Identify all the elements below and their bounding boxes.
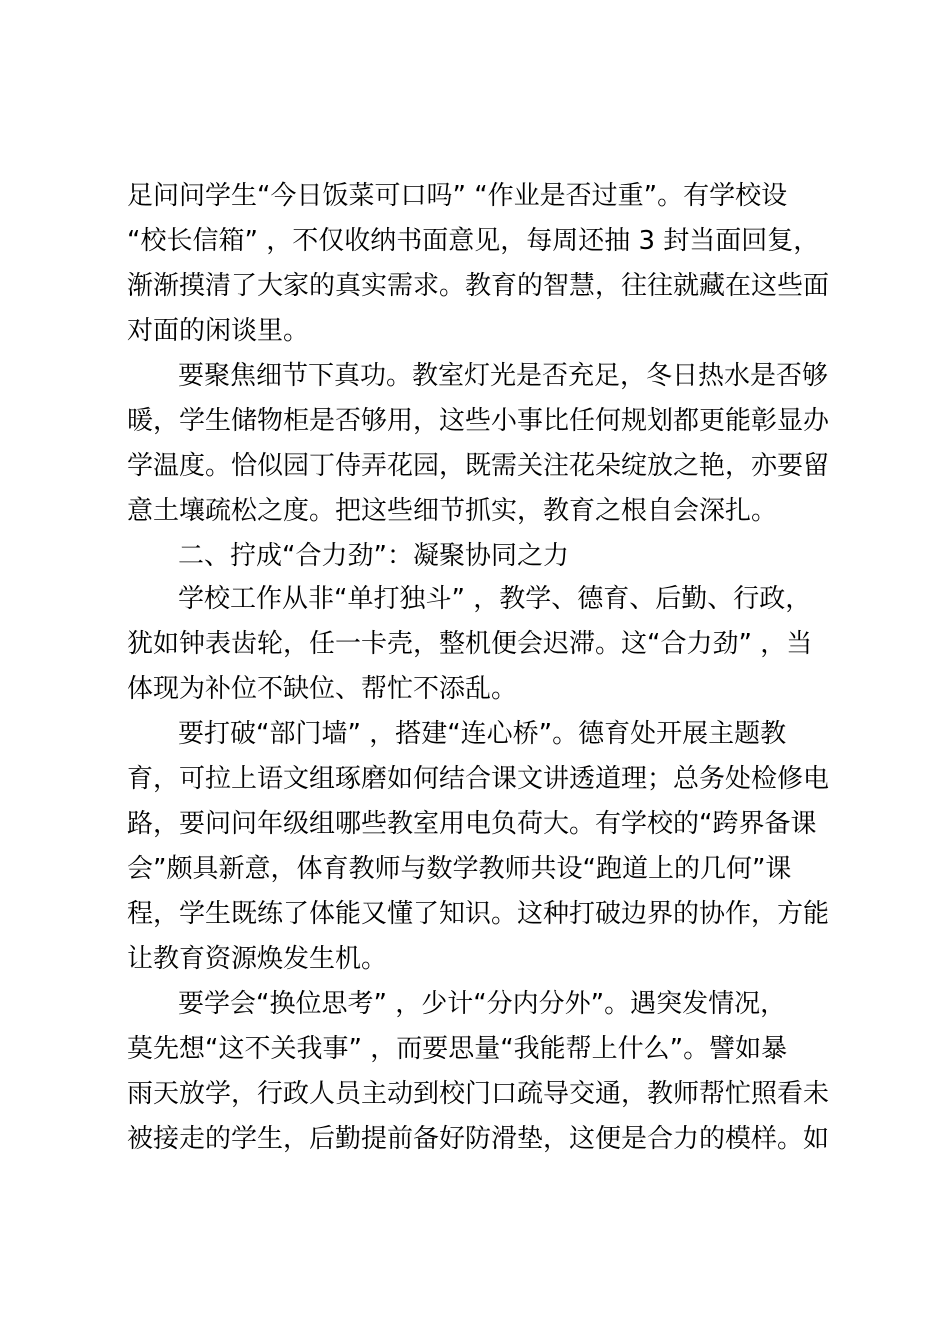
paragraph-first-line: 学校工作从非“单打独斗” ，教学、德育、后勤、行政， [178,584,812,614]
text-line: 让教育资源焕发生机。 [127,944,388,974]
text-line: “校长信箱” ，不仅收纳书面意见，每周还抽 3 封当面回复， [127,226,820,256]
text-line: 被接走的学生，后勤提前备好防滑垫，这便是合力的模样。如 [127,1124,830,1154]
paragraph-first-line: 要打破“部门墙” ，搭建“连心桥”。德育处开展主题教 [178,719,787,749]
text-line: 会”颇具新意，体育教师与数学教师共设“跑道上的几何”课 [127,854,792,884]
text-line: 程，学生既练了体能又懂了知识。这种打破边界的协作，方能 [127,899,830,929]
text-line: 育，可拉上语文组琢磨如何结合课文讲透道理；总务处检修电 [127,764,830,794]
paragraph-first-line: 要聚焦细节下真功。教室灯光是否充足，冬日热水是否够 [178,361,829,391]
text-line: 雨天放学，行政人员主动到校门口疏导交通，教师帮忙照看未 [127,1079,830,1109]
text-line: 暖，学生储物柜是否够用，这些小事比任何规划都更能彰显办 [127,406,830,436]
text-line: 对面的闲谈里。 [127,316,310,346]
text-line: 犹如钟表齿轮，任一卡壳，整机便会迟滞。这“合力劲” ，当 [127,629,813,659]
text-line: 渐渐摸清了大家的真实需求。教育的智慧，往往就藏在这些面 [127,271,830,301]
text-line: 莫先想“这不关我事” ，而要思量“我能帮上什么”。譬如暴 [127,1034,788,1064]
text-line: 足问问学生“今日饭菜可口吗” “作业是否过重”。有学校设 [127,181,788,211]
text-line: 体现为补位不缺位、帮忙不添乱。 [127,674,518,704]
section-heading: 二、拧成“合力劲”：凝聚协同之力 [178,541,569,571]
text-line: 学温度。恰似园丁侍弄花园，既需关注花朵绽放之艳，亦要留 [127,451,830,481]
paragraph-first-line: 要学会“换位思考” ，少计“分内分外”。遇突发情况， [178,989,787,1019]
text-line: 意土壤疏松之度。把这些细节抓实，教育之根自会深扎。 [127,496,778,526]
text-line: 路，要问问年级组哪些教室用电负荷大。有学校的“跨界备课 [127,809,817,839]
